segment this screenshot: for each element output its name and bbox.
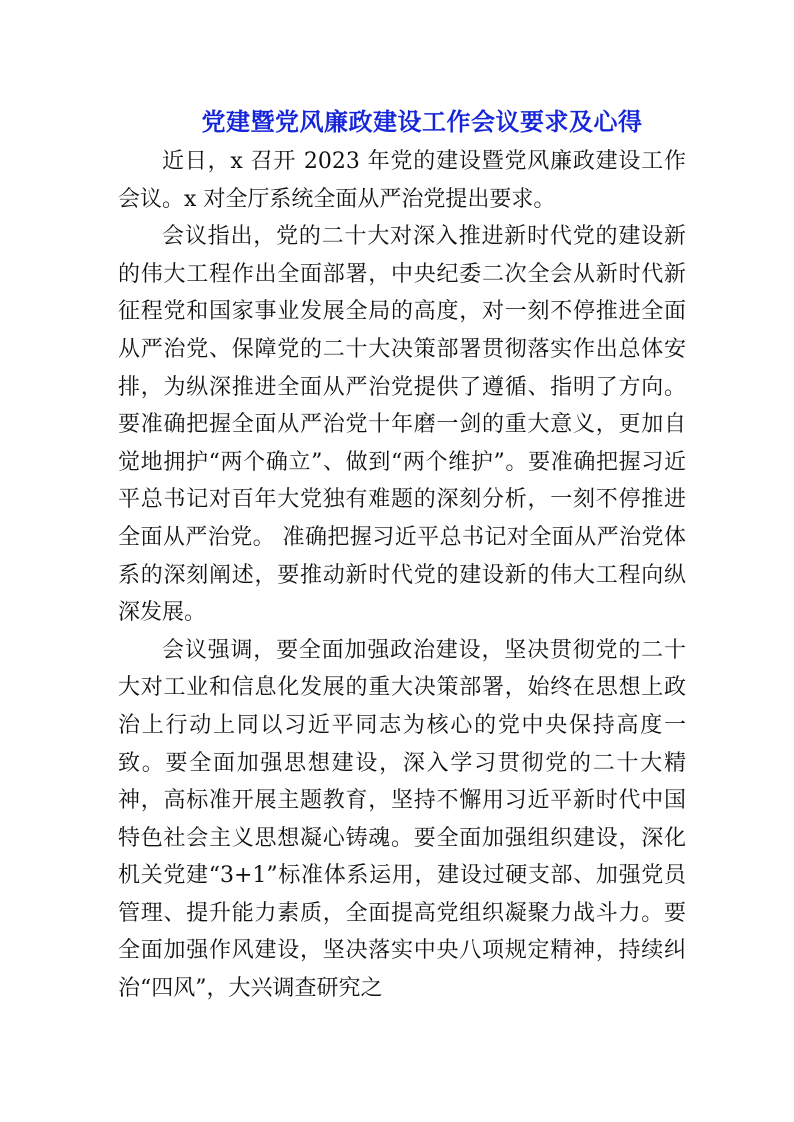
paragraph-2: 会议指出，党的二十大对深入推进新时代党的建设新的伟大工程作出全面部署，中央纪委二次全会从新时代新征程党和国家事业发展全局的高度，对一刻不停推进全面从严治党、保障党的二十大决策部署贯彻落实作出总体安排，为纵深推进全面从严治党提供了遵循、指明了方向。要准确把握全面从严治党十年磨一剑的重大意义，更加自觉地拥护“两个确立”、做到“两个维护”。要准确把握习近平总书记对百年大党独有难题的深刻分析，一刻不停推进全面从严治党。 准确把握习近平总书记对全面从严治党体系的深刻阐述，要推动新时代党的建设新的伟大工程向纵深发展。 <box>118 224 686 626</box>
document-title: 党建暨党风廉政建设工作会议要求及心得 <box>201 108 643 136</box>
document-body <box>118 143 686 1008</box>
paragraph-3: 会议强调，要全面加强政治建设，坚决贯彻党的二十大对工业和信息化发展的重大决策部署，始终在思想上政治上行动上同以习近平同志为核心的党中央保持高度一致。要全面加强思想建设，深入学习贯彻党的二十大精神，高标准开展主题教育，坚持不懈用习近平新时代中国特色社会主义思想凝心铸魂。要全面加强组织建设，深化机关党建“3+1”标准体系运用，建设过硬支部、加强党员管理、提升能力素质，全面提高党组织凝聚力战斗力。要全面加强作风建设，坚决落实中央八项规定精神，持续纠治“四风”，大兴调查研究之 <box>118 637 686 1002</box>
paragraph-1: 近日，x 召开 2023 年党的建设暨党风廉政建设工作会议。x 对全厅系统全面从严治党提出要求。 <box>118 149 686 212</box>
